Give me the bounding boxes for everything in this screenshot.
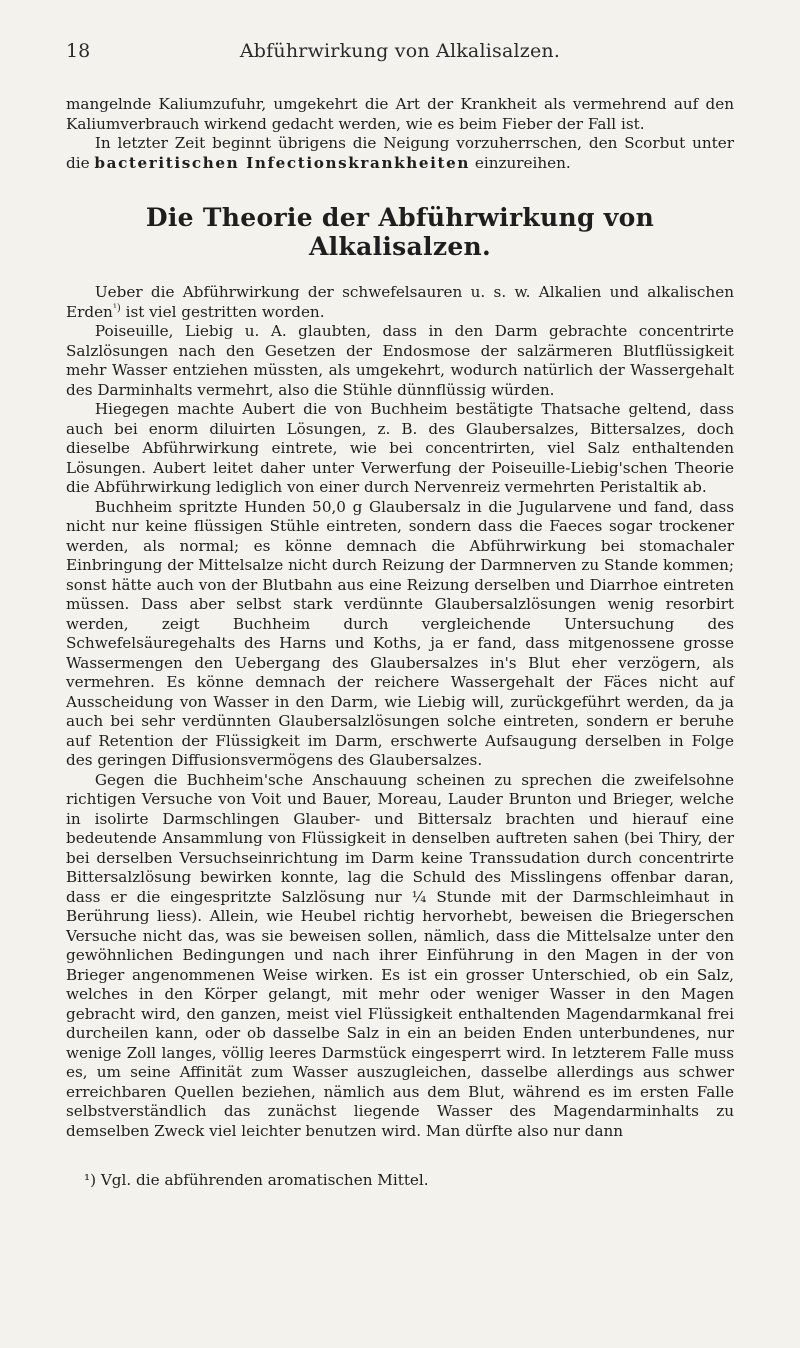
footnote-reference[interactable]: ¹) (112, 302, 121, 314)
footnote-body: Vgl. die abführenden aromatischen Mittel. (96, 1171, 429, 1189)
intro-text-start: In letzter Zeit beginnt übrigens die Neigung vorzuherrschen, den Scorbut unter die (66, 134, 734, 172)
page-number: 18 (66, 40, 91, 62)
section-p1-text: Ueber die Abführwirkung der schwefelsauren u. s. w. Alkalien und alkalischen Erden (66, 283, 734, 321)
section-paragraph-1 (66, 283, 734, 322)
footnote (66, 1171, 734, 1191)
body-text (66, 95, 734, 1141)
footnote-marker: ¹) (84, 1171, 97, 1189)
section-paragraph-5: Gegen die Buchheim'sche Anschauung scheinen zu sprechen die zweifelsohne richtigen Versuche von Voit und Bauer, Moreau, Lauder Brunton und Brieger, welche in isolirte Darmschlingen Glauber- und Bittersalz brachten und hierauf eine bedeutende Ansammlung von Flüssigkeit in denselben auftreten sahen (bei Thiry, der bei derselben Versuchseinrichtung im Darm keine Transsudation durch concentrirte Bittersalzlösung bewirken konnte, lag die Schuld des Misslingens offenbar daran, dass er die eingespritzte Salzlösung nur ¼ Stunde mit der Darmschleimhaut in Berührung liess). Allein, wie Heubel richtig hervorhebt, beweisen die Briegerschen Versuche nicht das, was sie beweisen sollen, nämlich, dass die Mittelsalze unter den gewöhnlichen Bedingungen und nach ihrer Einführung in den Magen in der von Brieger angenommenen Weise wirken. Es ist ein grosser Unterschied, ob ein Salz, welches in den Körper gelangt, mit mehr oder weniger Wasser in den Magen gebracht wird, den ganzen, meist viel Flüssigkeit enthaltenden Magendarmkanal frei durcheilen kann, oder ob dasselbe Salz in ein an beiden Enden unterbundenes, nur wenige Zoll langes, völlig leeres Darmstück eingesperrt wird. In letzterem Falle muss es, um seine Affinität zum Wasser auszugleichen, dasselbe allerdings aus schwer erreichbaren Quellen beziehen, nämlich aus dem Blut, während es im ersten Falle selbstverständlich das zunächst liegende Wasser des Magendarminhalts zu demselben Zweck viel leichter benutzen wird. Man dürfte also nur dann (66, 770, 734, 1140)
intro-emphasis: bacteritischen Infectionskrankheiten (94, 153, 471, 172)
running-title: Abführwirkung von Alkalisalzen. (239, 40, 561, 62)
intro-text-end: einzureihen. (470, 153, 571, 172)
section-paragraph-2: Poiseuille, Liebig u. A. glaubten, dass in den Darm gebrachte concentrirte Salzlösungen nach den Gesetzen der Endosmose der salzärmeren Blutflüssigkeit mehr Wasser entziehen müssten, als umgekehrt, wodurch natürlich der Wassergehalt des Darminhalts vermehrt, also die Stühle dünnflüssig würden. (66, 322, 734, 399)
section-heading: Die Theorie der Abführwirkung von Alkalisalzen. (145, 203, 655, 261)
intro-paragraph-scorbut (66, 134, 734, 173)
section-paragraph-4: Buchheim spritzte Hunden 50,0 g Glaubersalz in die Jugularvene und fand, dass nicht nur keine flüssigen Stühle eintreten, sondern dass die Faeces sogar trockener werden, als normal; es könne demnach die Abführwirkung bei stomachaler Einbringung der Mittelsalze nicht durch Reizung der Darmnerven zu Stande kommen; sonst hätte auch von der Blutbahn aus eine Reizung derselben und Diarrhoe eintreten müssen. Dass aber selbst stark verdünnte Glaubersalzlösungen wenig resorbirt werden, zeigt Buchheim durch vergleichende Untersuchung des Schwefelsäuregehalts des Harns und Koths, ja er fand, dass mitgenossene grosse Wassermengen den Uebergang des Glaubersalzes in's Blut eher verzögern, als vermehren. Es könne demnach der reichere Wassergehalt der Fäces nicht auf Ausscheidung von Wasser in den Darm, wie Liebig will, zurückgeführt werden, da ja auch bei sehr verdünnten Glaubersalzlösungen solche eintreten, sondern er beruhe auf Retention der Flüssigkeit im Darm, erschwerte Aufsaugung derselben in Folge des geringen Diffusionsvermögens des Glaubersalzes. (66, 497, 734, 769)
footnote-text (84, 1171, 734, 1191)
section-paragraph-3: Hiegegen machte Aubert die von Buchheim bestätigte Thatsache geltend, dass auch bei enorm diluirten Lösungen, z. B. des Glaubersalzes, Bittersalzes, doch dieselbe Abführwirkung eintrete, wie bei concentrirten, viel Salz enthaltenden Lösungen. Aubert leitet daher unter Verwerfung der Poiseuille-Liebig'schen Theorie die Abführwirkung lediglich von einer durch Nervenreiz vermehrten Peristaltik ab. (66, 400, 734, 496)
running-head (66, 40, 734, 81)
intro-paragraph-continued: mangelnde Kaliumzufuhr, umgekehrt die Art der Krankheit als vermehrend auf den Kaliumverbrauch wirkend gedacht werden, wie es beim Fieber der Fall ist. (66, 95, 734, 133)
section-p1-text-end: ist viel gestritten worden. (120, 302, 325, 321)
